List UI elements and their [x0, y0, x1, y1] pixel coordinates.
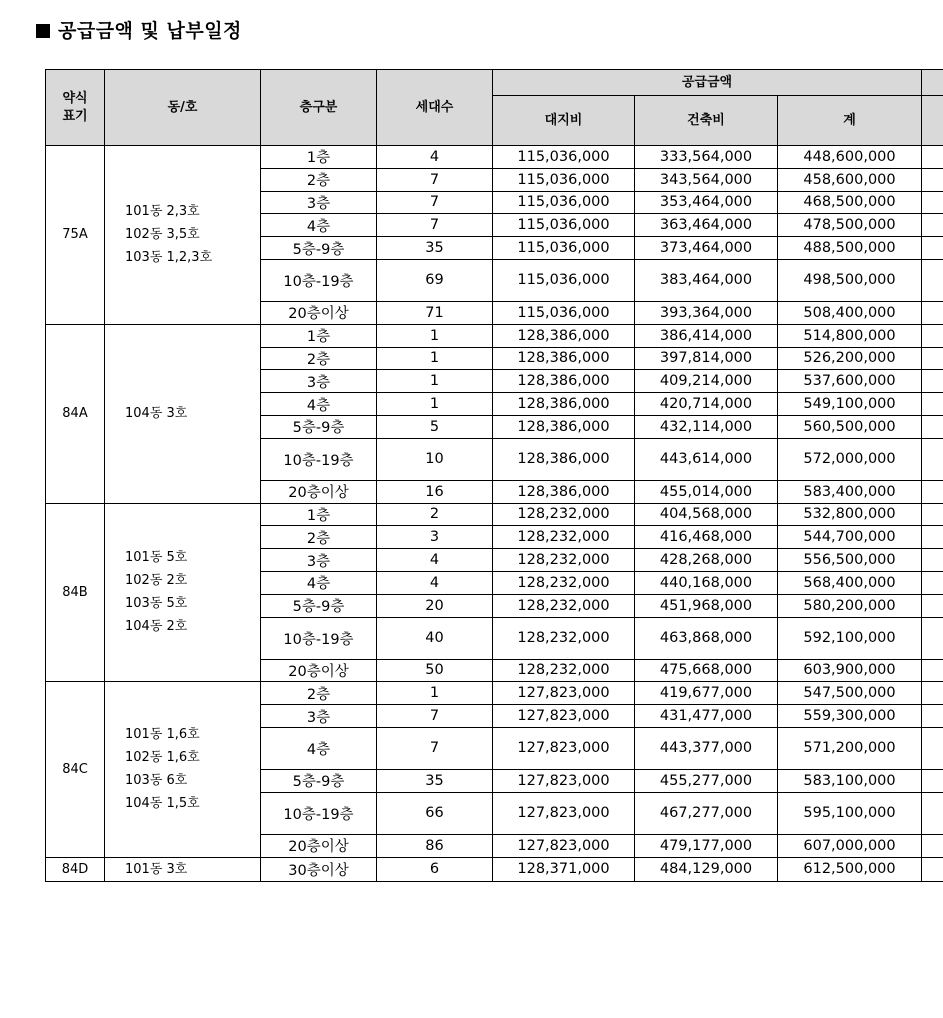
floor-cell: 3층	[261, 549, 377, 572]
dongho-cell	[105, 324, 261, 503]
cut-off-cell	[922, 415, 943, 438]
total-cell: 603,900,000	[778, 659, 922, 682]
cut-off-cell	[922, 370, 943, 393]
building-cell: 451,968,000	[635, 594, 778, 617]
units-cell: 86	[377, 834, 493, 857]
cut-off-cell	[922, 393, 943, 416]
building-cell: 484,129,000	[635, 857, 778, 881]
floor-cell: 20층이상	[261, 301, 377, 324]
floor-cell: 20층이상	[261, 834, 377, 857]
units-cell: 2	[377, 503, 493, 526]
units-cell: 5	[377, 415, 493, 438]
total-cell: 559,300,000	[778, 705, 922, 728]
cut-off-cell	[922, 682, 943, 705]
units-cell: 1	[377, 370, 493, 393]
floor-cell: 5층-9층	[261, 237, 377, 260]
building-cell: 432,114,000	[635, 415, 778, 438]
units-cell: 35	[377, 237, 493, 260]
cut-off-cell	[922, 549, 943, 572]
units-cell: 4	[377, 146, 493, 169]
total-cell: 498,500,000	[778, 259, 922, 301]
page-title	[36, 16, 242, 43]
table-row	[46, 857, 943, 881]
table-row	[46, 324, 943, 347]
total-cell: 595,100,000	[778, 792, 922, 834]
building-cell: 333,564,000	[635, 146, 778, 169]
building-cell: 397,814,000	[635, 347, 778, 370]
floor-cell: 30층이상	[261, 857, 377, 881]
floor-cell: 3층	[261, 370, 377, 393]
land-cell: 128,386,000	[493, 347, 635, 370]
units-cell: 7	[377, 168, 493, 191]
dongho-line: 103동 5호	[125, 596, 188, 612]
building-cell: 455,277,000	[635, 769, 778, 792]
header-floor: 층구분	[261, 70, 377, 146]
supply-price-table	[45, 69, 943, 882]
header-cut-off-cell	[922, 96, 943, 146]
floor-cell: 3층	[261, 191, 377, 214]
floor-cell: 2층	[261, 682, 377, 705]
total-cell: 607,000,000	[778, 834, 922, 857]
dongho-line: 103동 1,2,3호	[125, 250, 213, 266]
land-cell: 115,036,000	[493, 168, 635, 191]
dongho-line: 102동 3,5호	[125, 227, 200, 243]
header-type-line1: 약식	[62, 90, 88, 106]
building-cell: 443,377,000	[635, 727, 778, 769]
cut-off-cell	[922, 438, 943, 480]
units-cell: 1	[377, 682, 493, 705]
land-cell: 127,823,000	[493, 792, 635, 834]
floor-cell: 5층-9층	[261, 415, 377, 438]
square-bullet-icon	[36, 24, 50, 38]
land-cell: 128,386,000	[493, 415, 635, 438]
floor-cell: 10층-19층	[261, 792, 377, 834]
floor-cell: 4층	[261, 393, 377, 416]
total-cell: 458,600,000	[778, 168, 922, 191]
land-cell: 128,386,000	[493, 370, 635, 393]
building-cell: 386,414,000	[635, 324, 778, 347]
building-cell: 428,268,000	[635, 549, 778, 572]
cut-off-cell	[922, 857, 943, 881]
units-cell: 50	[377, 659, 493, 682]
land-cell: 115,036,000	[493, 259, 635, 301]
cut-off-cell	[922, 259, 943, 301]
cut-off-cell	[922, 237, 943, 260]
units-cell: 16	[377, 480, 493, 503]
floor-cell: 20층이상	[261, 480, 377, 503]
total-cell: 549,100,000	[778, 393, 922, 416]
total-cell: 526,200,000	[778, 347, 922, 370]
total-cell: 532,800,000	[778, 503, 922, 526]
floor-cell: 10층-19층	[261, 617, 377, 659]
land-cell: 128,386,000	[493, 324, 635, 347]
dongho-line: 102동 2호	[125, 573, 188, 589]
type-cell: 75A	[46, 146, 105, 325]
building-cell: 393,364,000	[635, 301, 778, 324]
total-cell: 544,700,000	[778, 526, 922, 549]
floor-cell: 3층	[261, 705, 377, 728]
dongho-cell	[105, 146, 261, 325]
land-cell: 128,232,000	[493, 617, 635, 659]
header-type	[46, 70, 105, 146]
cut-off-cell	[922, 792, 943, 834]
building-cell: 420,714,000	[635, 393, 778, 416]
header-land: 대지비	[493, 96, 635, 146]
cut-off-cell	[922, 659, 943, 682]
units-cell: 6	[377, 857, 493, 881]
floor-cell: 1층	[261, 146, 377, 169]
total-cell: 571,200,000	[778, 727, 922, 769]
type-cell: 84A	[46, 324, 105, 503]
building-cell: 475,668,000	[635, 659, 778, 682]
total-cell: 583,100,000	[778, 769, 922, 792]
total-cell: 592,100,000	[778, 617, 922, 659]
cut-off-cell	[922, 834, 943, 857]
type-cell: 84D	[46, 857, 105, 881]
building-cell: 343,564,000	[635, 168, 778, 191]
land-cell: 128,232,000	[493, 571, 635, 594]
land-cell: 128,371,000	[493, 857, 635, 881]
cut-off-cell	[922, 480, 943, 503]
land-cell: 115,036,000	[493, 237, 635, 260]
total-cell: 537,600,000	[778, 370, 922, 393]
land-cell: 127,823,000	[493, 705, 635, 728]
land-cell: 127,823,000	[493, 769, 635, 792]
cut-off-cell	[922, 146, 943, 169]
building-cell: 443,614,000	[635, 438, 778, 480]
cut-off-cell	[922, 769, 943, 792]
units-cell: 40	[377, 617, 493, 659]
floor-cell: 5층-9층	[261, 594, 377, 617]
dongho-cell	[105, 682, 261, 857]
units-cell: 1	[377, 347, 493, 370]
dongho-line: 103동 6호	[125, 773, 188, 789]
total-cell: 514,800,000	[778, 324, 922, 347]
building-cell: 467,277,000	[635, 792, 778, 834]
building-cell: 455,014,000	[635, 480, 778, 503]
cut-off-cell	[922, 571, 943, 594]
cut-off-cell	[922, 727, 943, 769]
dongho-line: 101동 1,6호	[125, 727, 200, 743]
units-cell: 10	[377, 438, 493, 480]
total-cell: 560,500,000	[778, 415, 922, 438]
building-cell: 404,568,000	[635, 503, 778, 526]
total-cell: 547,500,000	[778, 682, 922, 705]
floor-cell: 10층-19층	[261, 259, 377, 301]
building-cell: 419,677,000	[635, 682, 778, 705]
units-cell: 20	[377, 594, 493, 617]
building-cell: 431,477,000	[635, 705, 778, 728]
cut-off-cell	[922, 503, 943, 526]
type-cell: 84B	[46, 503, 105, 682]
units-cell: 35	[377, 769, 493, 792]
land-cell: 128,232,000	[493, 526, 635, 549]
table-row	[46, 682, 943, 705]
dongho-cell	[105, 503, 261, 682]
total-cell: 580,200,000	[778, 594, 922, 617]
total-cell: 568,400,000	[778, 571, 922, 594]
units-cell: 7	[377, 727, 493, 769]
building-cell: 463,868,000	[635, 617, 778, 659]
units-cell: 66	[377, 792, 493, 834]
floor-cell: 5층-9층	[261, 769, 377, 792]
total-cell: 583,400,000	[778, 480, 922, 503]
cut-off-cell	[922, 168, 943, 191]
table-body	[46, 146, 943, 882]
supply-price-table-wrapper	[45, 69, 943, 882]
floor-cell: 2층	[261, 347, 377, 370]
units-cell: 7	[377, 214, 493, 237]
land-cell: 115,036,000	[493, 191, 635, 214]
dongho-line: 104동 3호	[125, 406, 188, 422]
type-cell: 84C	[46, 682, 105, 857]
total-cell: 478,500,000	[778, 214, 922, 237]
land-cell: 128,386,000	[493, 438, 635, 480]
dongho-cell	[105, 857, 261, 881]
header-building: 건축비	[635, 96, 778, 146]
building-cell: 383,464,000	[635, 259, 778, 301]
floor-cell: 4층	[261, 727, 377, 769]
land-cell: 128,232,000	[493, 549, 635, 572]
total-cell: 572,000,000	[778, 438, 922, 480]
total-cell: 448,600,000	[778, 146, 922, 169]
dongho-line: 104동 1,5호	[125, 796, 200, 812]
header-dongho: 동/호	[105, 70, 261, 146]
total-cell: 556,500,000	[778, 549, 922, 572]
land-cell: 128,232,000	[493, 503, 635, 526]
units-cell: 1	[377, 324, 493, 347]
dongho-line: 102동 1,6호	[125, 750, 200, 766]
building-cell: 479,177,000	[635, 834, 778, 857]
units-cell: 71	[377, 301, 493, 324]
land-cell: 128,232,000	[493, 594, 635, 617]
building-cell: 416,468,000	[635, 526, 778, 549]
page-title-text: 공급금액 및 납부일정	[58, 20, 242, 42]
cut-off-cell	[922, 347, 943, 370]
units-cell: 7	[377, 705, 493, 728]
cut-off-cell	[922, 301, 943, 324]
units-cell: 4	[377, 549, 493, 572]
units-cell: 4	[377, 571, 493, 594]
cut-off-cell	[922, 617, 943, 659]
header-supply-price: 공급금액	[493, 70, 922, 96]
units-cell: 7	[377, 191, 493, 214]
building-cell: 440,168,000	[635, 571, 778, 594]
floor-cell: 4층	[261, 571, 377, 594]
land-cell: 128,232,000	[493, 659, 635, 682]
cut-off-cell	[922, 214, 943, 237]
land-cell: 128,386,000	[493, 393, 635, 416]
building-cell: 373,464,000	[635, 237, 778, 260]
table-header	[46, 70, 943, 146]
cut-off-cell	[922, 526, 943, 549]
dongho-line: 104동 2호	[125, 619, 188, 635]
building-cell: 409,214,000	[635, 370, 778, 393]
header-units: 세대수	[377, 70, 493, 146]
floor-cell: 4층	[261, 214, 377, 237]
floor-cell: 10층-19층	[261, 438, 377, 480]
header-type-line2: 표기	[62, 108, 88, 124]
units-cell: 3	[377, 526, 493, 549]
land-cell: 128,386,000	[493, 480, 635, 503]
cut-off-cell	[922, 705, 943, 728]
land-cell: 127,823,000	[493, 834, 635, 857]
building-cell: 353,464,000	[635, 191, 778, 214]
land-cell: 115,036,000	[493, 301, 635, 324]
land-cell: 115,036,000	[493, 214, 635, 237]
building-cell: 363,464,000	[635, 214, 778, 237]
floor-cell: 1층	[261, 324, 377, 347]
dongho-line: 101동 3호	[125, 861, 188, 877]
floor-cell: 2층	[261, 526, 377, 549]
cut-off-cell	[922, 324, 943, 347]
land-cell: 127,823,000	[493, 682, 635, 705]
units-cell: 1	[377, 393, 493, 416]
cut-off-cell	[922, 191, 943, 214]
table-row	[46, 503, 943, 526]
total-cell: 468,500,000	[778, 191, 922, 214]
dongho-line: 101동 2,3호	[125, 204, 200, 220]
units-cell: 69	[377, 259, 493, 301]
header-total: 계	[778, 96, 922, 146]
header-cut-off-cell	[922, 70, 943, 96]
total-cell: 612,500,000	[778, 857, 922, 881]
total-cell: 508,400,000	[778, 301, 922, 324]
land-cell: 127,823,000	[493, 727, 635, 769]
floor-cell: 20층이상	[261, 659, 377, 682]
land-cell: 115,036,000	[493, 146, 635, 169]
dongho-line: 101동 5호	[125, 550, 188, 566]
floor-cell: 2층	[261, 168, 377, 191]
floor-cell: 1층	[261, 503, 377, 526]
table-row	[46, 146, 943, 169]
total-cell: 488,500,000	[778, 237, 922, 260]
cut-off-cell	[922, 594, 943, 617]
